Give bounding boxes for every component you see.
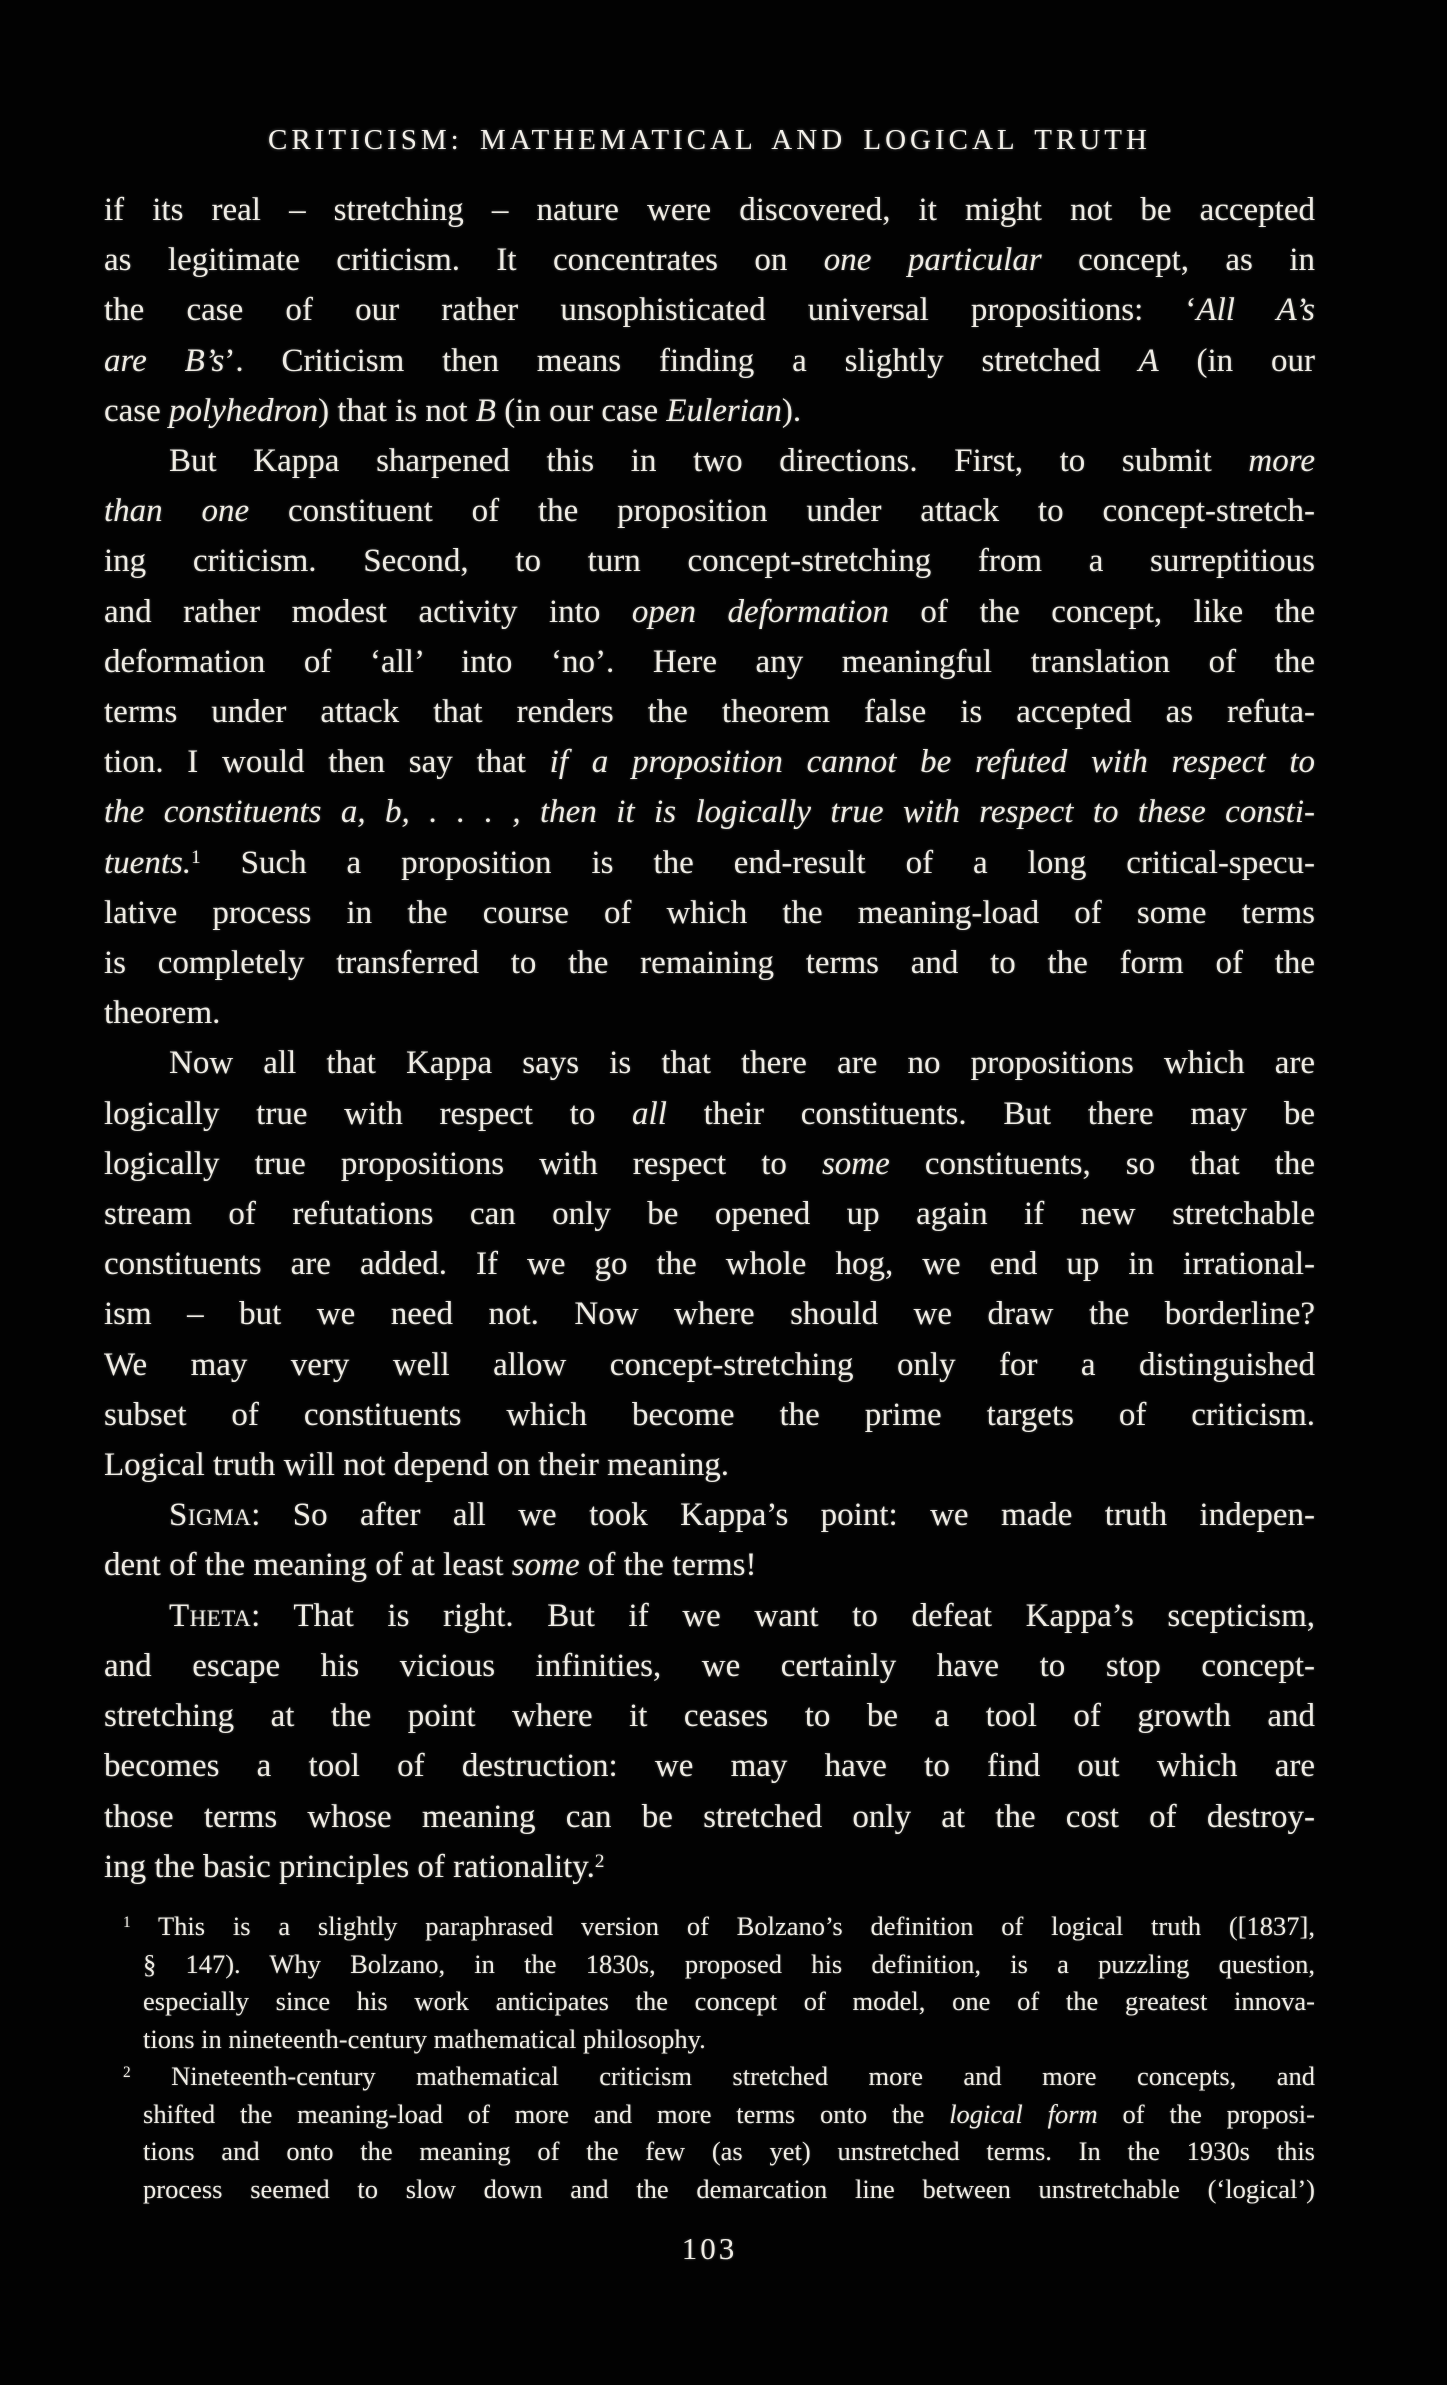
text-segment: B bbox=[475, 392, 496, 429]
paragraph bbox=[104, 185, 1315, 436]
text-line bbox=[123, 1908, 1315, 1946]
text-segment: shifted the meaning-load of more and more terms onto the bbox=[143, 2098, 950, 2129]
text-segment: lative process in the course of which the meaning-load of some terms bbox=[104, 894, 1315, 931]
text-line bbox=[143, 2096, 1315, 2134]
text-line bbox=[104, 1691, 1315, 1741]
text-segment: stream of refutations can only be opened up again if new stretchable bbox=[104, 1196, 1315, 1233]
text-segment: their constituents. But there may be bbox=[666, 1095, 1316, 1132]
running-header: CRITICISM: MATHEMATICAL AND LOGICAL TRUTH bbox=[268, 124, 1151, 156]
text-line bbox=[104, 1390, 1315, 1440]
text-line bbox=[143, 2021, 1315, 2059]
text-line bbox=[104, 888, 1315, 938]
text-segment: But Kappa sharpened this in two directions. First, to submit bbox=[169, 443, 1249, 480]
text-line bbox=[104, 587, 1315, 637]
text-segment: logical form bbox=[949, 2098, 1098, 2129]
text-line bbox=[104, 787, 1315, 837]
text-line bbox=[104, 1139, 1315, 1189]
text-line bbox=[104, 1189, 1315, 1239]
text-line bbox=[104, 1038, 1315, 1088]
text-segment: ) that is not bbox=[318, 392, 476, 429]
page-number: 103 bbox=[681, 2231, 738, 2266]
text-line bbox=[104, 737, 1315, 787]
text-line bbox=[104, 838, 1315, 888]
text-segment: than one bbox=[104, 493, 250, 530]
footnote-reference: 2 bbox=[594, 1850, 605, 1872]
text-segment: constituent of the proposition under attack to concept-stretch- bbox=[249, 493, 1315, 530]
text-segment: : That is right. But if we want to defeat Kappa’s scepticism, bbox=[251, 1597, 1315, 1634]
text-segment: § 147). Why Bolzano, in the 1830s, proposed his definition, is a puzzling question, bbox=[143, 1948, 1315, 1979]
text-line bbox=[104, 285, 1315, 335]
footnote-reference: 1 bbox=[123, 1914, 131, 1932]
text-segment: the constituents a, b, . . . , then it is logically true with respect to these consti- bbox=[104, 794, 1315, 831]
text-segment: case bbox=[104, 392, 170, 429]
speaker-name: Sigma bbox=[169, 1497, 252, 1534]
text-line bbox=[104, 486, 1315, 536]
paragraph bbox=[104, 1591, 1315, 1892]
text-segment: all bbox=[632, 1095, 667, 1132]
text-line bbox=[104, 988, 1315, 1038]
text-segment: process seemed to slow down and the demarcation line between unstretchable (‘logical’) bbox=[143, 2173, 1315, 2204]
text-segment: theorem. bbox=[104, 995, 221, 1032]
text-segment: the case of our rather unsophisticated universal propositions: ‘ bbox=[104, 292, 1197, 329]
text-segment: Now all that Kappa says is that there are no propositions which are bbox=[169, 1045, 1315, 1082]
text-segment: : So after all we took Kappa’s point: we made truth indepen- bbox=[251, 1497, 1315, 1534]
text-segment: and rather modest activity into bbox=[104, 593, 632, 630]
text-segment: (in our bbox=[1158, 342, 1315, 379]
text-segment: Eulerian bbox=[666, 392, 782, 429]
text-line bbox=[104, 1340, 1315, 1390]
text-segment: especially since his work anticipates the concept of model, one of the greatest innova- bbox=[143, 1986, 1315, 2016]
footnotes-section bbox=[104, 1908, 1315, 2208]
text-line bbox=[123, 2058, 1315, 2096]
text-line bbox=[104, 1641, 1315, 1691]
text-segment: if a proposition cannot be refuted with respect to bbox=[549, 744, 1315, 781]
text-segment: Logical truth will not depend on their meaning. bbox=[104, 1447, 730, 1484]
text-segment: of the proposi- bbox=[1097, 2098, 1315, 2129]
text-segment: We may very well allow concept-stretching only for a distinguished bbox=[104, 1346, 1315, 1383]
text-line bbox=[104, 386, 1315, 436]
text-segment: tuents. bbox=[104, 844, 192, 881]
speaker-name: Theta bbox=[169, 1597, 252, 1634]
text-segment: All A’s bbox=[1196, 292, 1315, 329]
text-segment: ). bbox=[781, 392, 802, 429]
text-segment: is completely transferred to the remaining terms and to the form of the bbox=[104, 945, 1315, 982]
text-segment: tion. I would then say that bbox=[104, 744, 550, 781]
text-segment: some bbox=[511, 1547, 580, 1584]
text-segment: constituents are added. If we go the whole hog, we end up in irrational- bbox=[104, 1246, 1315, 1283]
text-line bbox=[104, 637, 1315, 687]
footnote bbox=[123, 2058, 1315, 2208]
text-segment: as legitimate criticism. It concentrates on bbox=[104, 242, 824, 279]
text-line bbox=[143, 1983, 1315, 2021]
text-segment: becomes a tool of destruction: we may have to find out which are bbox=[104, 1748, 1315, 1785]
text-segment: some bbox=[821, 1145, 890, 1182]
text-segment: ing the basic principles of rationality. bbox=[104, 1848, 595, 1885]
text-line bbox=[104, 235, 1315, 285]
text-line bbox=[104, 1490, 1315, 1540]
text-line bbox=[104, 1842, 1315, 1892]
text-segment: (in our case bbox=[495, 392, 667, 429]
text-line bbox=[104, 938, 1315, 988]
body-text bbox=[104, 185, 1315, 1892]
text-segment: ism – but we need not. Now where should we draw the borderline? bbox=[104, 1296, 1315, 1333]
text-segment: A bbox=[1138, 342, 1159, 379]
text-segment: one particular bbox=[823, 242, 1042, 279]
text-segment: ing criticism. Second, to turn concept-stretching from a surreptitious bbox=[104, 543, 1315, 580]
text-segment: constituents, so that the bbox=[889, 1145, 1315, 1182]
text-segment: dent of the meaning of at least bbox=[104, 1547, 512, 1584]
text-segment: tions in nineteenth-century mathematical philosophy. bbox=[143, 2023, 706, 2054]
text-segment: Such a proposition is the end-result of a long critical-specu- bbox=[200, 844, 1315, 881]
text-line bbox=[104, 1239, 1315, 1289]
text-line bbox=[104, 1591, 1315, 1641]
text-line bbox=[104, 436, 1315, 486]
text-line bbox=[104, 1792, 1315, 1842]
text-segment: more bbox=[1248, 443, 1315, 480]
text-segment: of the terms! bbox=[579, 1547, 757, 1584]
text-segment: logically true with respect to bbox=[104, 1095, 633, 1132]
paragraph bbox=[104, 436, 1315, 1038]
text-segment: terms under attack that renders the theorem false is accepted as refuta- bbox=[104, 694, 1315, 731]
text-segment: ’. Criticism then means finding a slightly stretched bbox=[224, 342, 1139, 379]
text-segment: those terms whose meaning can be stretched only at the cost of destroy- bbox=[104, 1798, 1315, 1835]
text-line bbox=[104, 1289, 1315, 1339]
text-segment: This is a slightly paraphrased version of Bolzano’s definition of logical truth ([1837], bbox=[130, 1911, 1315, 1941]
text-line bbox=[104, 687, 1315, 737]
footnote-reference: 2 bbox=[123, 2064, 131, 2082]
text-segment: concept, as in bbox=[1041, 242, 1315, 279]
text-segment: and escape his vicious infinities, we certainly have to stop concept- bbox=[104, 1647, 1315, 1684]
text-segment: subset of constituents which become the prime targets of criticism. bbox=[104, 1396, 1315, 1433]
text-segment: are B’s bbox=[104, 342, 225, 379]
text-line bbox=[143, 2171, 1315, 2209]
text-segment: deformation of ‘all’ into ‘no’. Here any meaningful translation of the bbox=[104, 643, 1315, 680]
text-line bbox=[104, 185, 1315, 235]
text-segment: if its real – stretching – nature were discovered, it might not be accepted bbox=[104, 192, 1315, 228]
text-line bbox=[104, 1440, 1315, 1490]
paragraph bbox=[104, 1038, 1315, 1490]
text-line bbox=[104, 536, 1315, 586]
footnote bbox=[123, 1908, 1315, 2058]
text-segment: tions and onto the meaning of the few (as yet) unstretched terms. In the 1930s this bbox=[143, 2136, 1315, 2166]
text-line bbox=[143, 1946, 1315, 1984]
text-line bbox=[104, 1741, 1315, 1791]
text-segment: stretching at the point where it ceases to be a tool of growth and bbox=[104, 1698, 1315, 1735]
paragraph bbox=[104, 1490, 1315, 1590]
text-line bbox=[143, 2133, 1315, 2171]
text-segment: open deformation bbox=[631, 593, 889, 630]
text-line bbox=[104, 1540, 1315, 1590]
text-line bbox=[104, 336, 1315, 386]
text-segment: logically true propositions with respect to bbox=[104, 1145, 822, 1182]
text-segment: of the concept, like the bbox=[888, 593, 1316, 630]
text-segment: polyhedron bbox=[169, 392, 319, 429]
footnote-reference: 1 bbox=[191, 846, 201, 868]
text-line bbox=[104, 1089, 1315, 1139]
text-segment: Nineteenth-century mathematical criticism stretched more and more concepts, and bbox=[130, 2061, 1315, 2091]
